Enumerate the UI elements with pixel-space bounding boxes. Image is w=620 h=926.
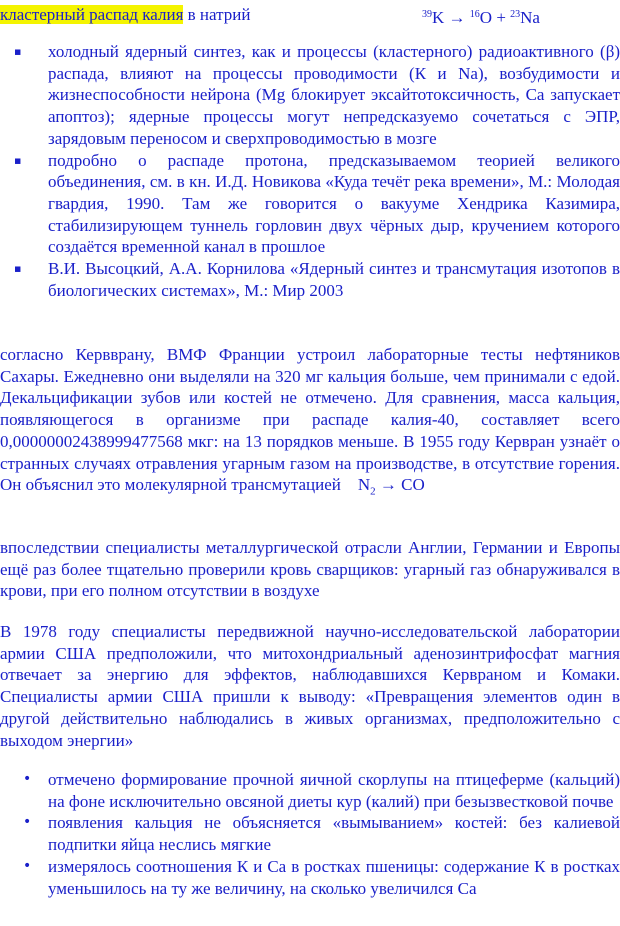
header-line: [0, 4, 620, 26]
arrow-symbol: →: [448, 8, 466, 27]
list-item: [0, 769, 620, 812]
na-symbol: Na: [520, 8, 540, 27]
list-item: [0, 41, 620, 150]
k-mass-number: 39: [422, 9, 432, 20]
dot-bullet-icon: •: [23, 814, 32, 831]
list-item: [0, 812, 620, 855]
dot-bullet-icon: •: [23, 771, 32, 787]
dot-bullet-list: [0, 769, 620, 899]
k-symbol: K: [432, 8, 445, 27]
list-item-text: подробно о распаде протона, предсказываемом теорией великого объединения, см. в кн. И.Д. Новикова «Куда течёт река времени», М.: Молодая гвардия, 1990. Там же говорится о вакууме Хендрика Казимира, стабилизирующем туннель горловин двух чёрных дыр, кручением которого создаётся временной канал в прошлое: [48, 150, 620, 257]
list-item: [0, 856, 620, 899]
dot-bullet-icon: •: [23, 857, 32, 874]
o-symbol: O: [479, 8, 493, 27]
list-item-text: отмечено формирование прочной яичной скорлупы на птицеферме (кальций) на фоне исключительно овсяной диеты кур (калий) при безызвестковой почве: [48, 770, 620, 811]
list-item-text: холодный ядерный синтез, как и процессы (кластерного) радиоактивного (β) распада, влияют на процессы проводимости (К и Na), возбудимости и жизнеспособности нейрона (Mg блокирует эксайтотоксичность, Ca запускает апоптоз); ядерные процессы могут непредсказуемо сочетаться с ЭПР, зарядовым переносом и сверхпроводимостью в мозге: [48, 42, 620, 148]
paragraph-metallurgy: впоследствии специалисты металлургической отрасли Англии, Германии и Европы ещё раз более тщательно проверили кровь сварщиков: угарный газ обнаруживался в крови, при его полном отсутствии в воздухе: [0, 538, 620, 601]
highlighted-phrase: кластерный распад калия: [0, 5, 184, 24]
n2-co-formula: $N_2$ → CO: [357, 475, 425, 498]
list-item-text: измерялось соотношения К и Ca в ростках пшеницы: содержание К в ростках уменьшилось на ту же величину, на сколько увеличился Ca: [48, 856, 620, 898]
list-item: [0, 150, 620, 259]
square-bullet-icon: ▪: [14, 153, 22, 167]
na-mass-number: 23: [510, 9, 521, 20]
paragraph-text: согласно Кервврану, ВМФ Франции устроил лабораторные тесты нефтяников Сахары. Ежедневно они выделяли на 320 мг кальция больше, чем принимали с едой. Декальцификации зубов или костей не отмечено. Для сравнения, масса кальция, появляющегося в организме при распаде калия-40, составляет всего 0,00000002438999477568 мкг: на 13 порядков меньше. В 1955 году Кервран узнаёт о странных случаях отравления угарным газом на производстве, в отсутствие горения. Он объяснил это молекулярной трансмутацией: [0, 345, 620, 495]
list-item-text: появления кальция не объясняется «вымыванием» костей: без калиевой подпитки яйца неслись мягкие: [48, 813, 620, 855]
list-item-text: В.И. Высоцкий, А.А. Корнилова «Ядерный синтез и трансмутация изотопов в биологических системах», М.: Мир 2003: [48, 259, 620, 300]
list-item: [0, 258, 620, 301]
paragraph-army: В 1978 году специалисты передвижной научно-исследовательской лаборатории армии США предположили, что митохондриальный аденозинтрифосфат магния отвечает за энергию для эффектов, наблюдавшихся Кервраном и Комаки. Специалисты армии США пришли к выводу: «Превращения элементов один в другой действительно наблюдались в живых организмах, предположительно с выходом энергии»: [0, 622, 620, 750]
paragraph-kervran: [0, 344, 620, 503]
square-bullet-icon: ▪: [14, 262, 22, 276]
decay-formula: [422, 4, 540, 29]
square-bullet-list: [0, 41, 620, 301]
plus-symbol: +: [496, 8, 506, 27]
o-mass-number: 16: [469, 9, 480, 20]
square-bullet-icon: ▪: [14, 45, 22, 58]
header-rest-text: в натрий: [183, 5, 251, 24]
